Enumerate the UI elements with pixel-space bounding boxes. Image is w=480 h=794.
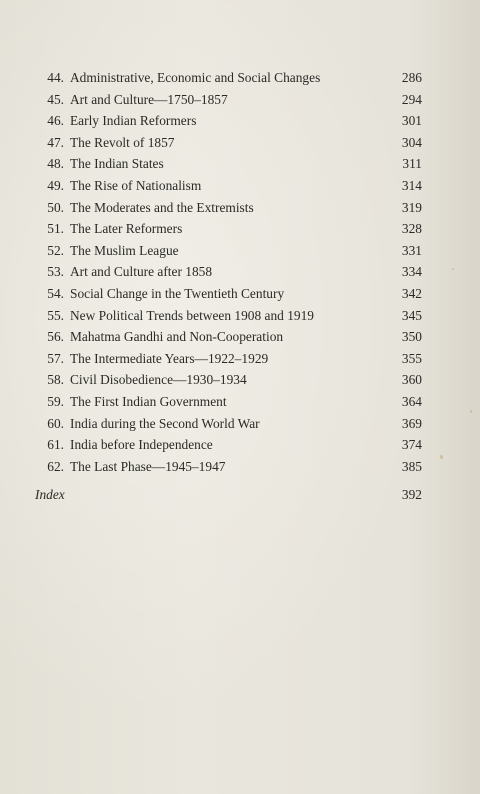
chapter-title: Early Indian Reformers	[70, 113, 197, 129]
chapter-number: 46.	[47, 113, 64, 129]
chapter-title: Art and Culture after 1858	[70, 264, 213, 280]
toc-entry	[0, 348, 480, 370]
chapter-number: 61.	[47, 437, 64, 453]
chapter-title: The Revolt of 1857	[70, 134, 175, 150]
toc-entry	[0, 326, 480, 348]
chapter-page-number: 342	[401, 285, 422, 301]
chapter-page-number: 355	[401, 350, 422, 366]
toc-entry	[0, 153, 480, 175]
chapter-number: 44.	[47, 70, 64, 85]
chapter-title: The Later Reformers	[70, 221, 183, 237]
toc-entry	[0, 197, 480, 219]
chapter-page-number: 328	[401, 221, 422, 237]
chapter-number: 54.	[47, 285, 64, 301]
chapter-number: 58.	[47, 372, 64, 388]
chapter-title: India before Independence	[70, 437, 213, 453]
toc-entry	[0, 175, 480, 197]
chapter-title: Art and Culture—1750–1857	[70, 91, 228, 107]
chapter-number: 55.	[47, 307, 64, 323]
chapter-page-number: 385	[401, 458, 422, 474]
chapter-number: 57.	[47, 350, 64, 366]
chapter-page-number: 294	[401, 91, 422, 107]
chapter-title: Administrative, Economic and Social Changes	[70, 70, 321, 85]
chapter-title: The First Indian Government	[70, 393, 227, 409]
toc-entry	[0, 240, 480, 262]
toc-entry	[0, 413, 480, 435]
chapter-page-number: 331	[401, 242, 422, 258]
chapter-page-number: 314	[401, 177, 422, 193]
chapter-page-number: 319	[401, 199, 422, 215]
chapter-title: New Political Trends between 1908 and 1919	[70, 307, 314, 323]
toc-entry	[0, 283, 480, 305]
chapter-number: 52.	[47, 242, 64, 258]
chapter-page-number: 311	[402, 156, 422, 172]
chapter-title: Mahatma Gandhi and Non-Cooperation	[70, 329, 284, 345]
toc-entry	[0, 218, 480, 240]
index-entry	[0, 484, 480, 506]
chapter-title: The Rise of Nationalism	[70, 177, 202, 193]
chapter-page-number: 350	[401, 329, 422, 345]
chapter-page-number: 364	[401, 393, 422, 409]
toc-entry	[0, 67, 480, 89]
toc-entry	[0, 369, 480, 391]
toc-entry	[0, 89, 480, 111]
chapter-number: 53.	[47, 264, 64, 280]
chapter-page-number: 345	[401, 307, 422, 323]
chapter-number: 45.	[47, 91, 64, 107]
chapter-page-number: 304	[401, 134, 422, 150]
toc-entry	[0, 305, 480, 327]
chapter-number: 49.	[47, 177, 64, 193]
chapter-number: 48.	[47, 156, 64, 172]
chapter-title: India during the Second World War	[70, 415, 260, 431]
chapter-number: 47.	[47, 134, 64, 150]
index-label: Index	[35, 487, 65, 502]
chapter-page-number: 334	[401, 264, 422, 280]
chapter-number: 50.	[47, 199, 64, 215]
toc-entry	[0, 391, 480, 413]
toc-entry	[0, 132, 480, 154]
toc-entry	[0, 434, 480, 456]
toc-entry	[0, 110, 480, 132]
chapter-number: 62.	[47, 458, 64, 474]
chapter-page-number: 301	[401, 113, 422, 129]
chapter-number: 51.	[47, 221, 64, 237]
chapter-title: Civil Disobedience—1930–1934	[70, 372, 247, 388]
index-page-number: 392	[401, 487, 422, 502]
toc-entry	[0, 261, 480, 283]
chapter-title: Social Change in the Twentieth Century	[70, 285, 285, 301]
chapter-number: 59.	[47, 393, 64, 409]
toc-entry	[0, 456, 480, 478]
chapter-page-number: 374	[401, 437, 422, 453]
chapter-title: The Intermediate Years—1922–1929	[70, 350, 269, 366]
chapter-title: The Last Phase—1945–1947	[70, 458, 226, 474]
table-of-contents	[0, 67, 480, 477]
chapter-page-number: 360	[401, 372, 422, 388]
chapter-title: The Indian States	[70, 156, 164, 172]
chapter-page-number: 286	[401, 70, 422, 85]
chapter-number: 60.	[47, 415, 64, 431]
chapter-page-number: 369	[401, 415, 422, 431]
chapter-title: The Muslim League	[70, 242, 179, 258]
chapter-title: The Moderates and the Extremists	[70, 199, 254, 215]
chapter-number: 56.	[47, 329, 64, 345]
